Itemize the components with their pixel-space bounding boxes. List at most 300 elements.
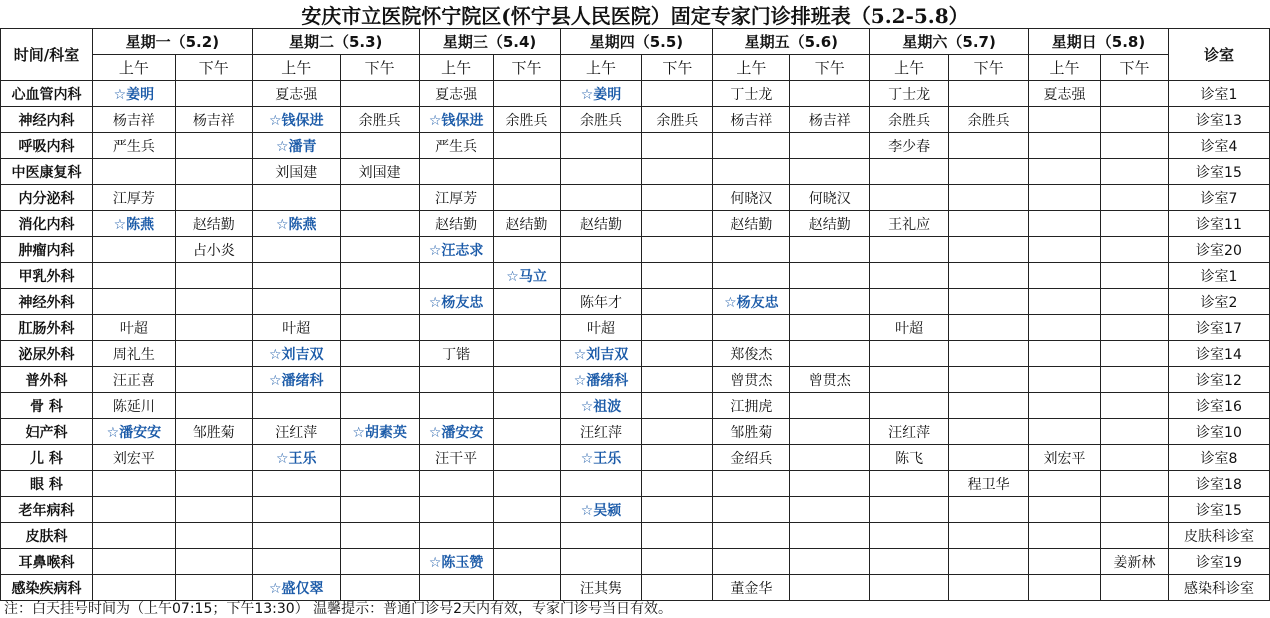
schedule-cell bbox=[949, 211, 1029, 237]
room-cell: 诊室18 bbox=[1168, 471, 1269, 497]
table-row bbox=[1, 367, 1270, 393]
schedule-cell bbox=[949, 523, 1029, 549]
schedule-cell bbox=[493, 367, 560, 393]
schedule-cell bbox=[642, 471, 713, 497]
room-cell: 诊室12 bbox=[1168, 367, 1269, 393]
schedule-cell bbox=[340, 211, 419, 237]
schedule-cell bbox=[1101, 367, 1169, 393]
room-cell: 诊室8 bbox=[1168, 445, 1269, 471]
schedule-cell bbox=[1029, 133, 1101, 159]
schedule-cell bbox=[949, 263, 1029, 289]
day-header: 星期四（5.5) bbox=[560, 29, 713, 55]
schedule-cell bbox=[92, 263, 175, 289]
morning-header: 上午 bbox=[870, 55, 949, 81]
schedule-cell bbox=[1101, 341, 1169, 367]
table-row bbox=[1, 549, 1270, 575]
schedule-cell bbox=[340, 315, 419, 341]
schedule-cell bbox=[642, 393, 713, 419]
day-header: 星期三（5.4) bbox=[419, 29, 560, 55]
schedule-cell bbox=[1101, 445, 1169, 471]
afternoon-header: 下午 bbox=[642, 55, 713, 81]
schedule-cell bbox=[92, 549, 175, 575]
schedule-cell bbox=[252, 237, 340, 263]
schedule-cell bbox=[419, 497, 493, 523]
schedule-cell bbox=[493, 393, 560, 419]
schedule-cell: 夏志强 bbox=[1029, 81, 1101, 107]
schedule-cell bbox=[493, 133, 560, 159]
afternoon-header: 下午 bbox=[790, 55, 870, 81]
schedule-cell bbox=[92, 237, 175, 263]
schedule-cell: ☆胡素英 bbox=[340, 419, 419, 445]
schedule-cell bbox=[642, 81, 713, 107]
room-cell: 诊室20 bbox=[1168, 237, 1269, 263]
schedule-cell bbox=[790, 81, 870, 107]
schedule-cell: 汪红萍 bbox=[560, 419, 642, 445]
schedule-cell: 汪红萍 bbox=[870, 419, 949, 445]
schedule-cell bbox=[493, 289, 560, 315]
schedule-cell bbox=[870, 367, 949, 393]
table-row bbox=[1, 445, 1270, 471]
schedule-cell bbox=[340, 133, 419, 159]
table-row bbox=[1, 263, 1270, 289]
schedule-cell: 丁士龙 bbox=[713, 81, 790, 107]
schedule-cell: 叶超 bbox=[252, 315, 340, 341]
day-header: 星期二（5.3) bbox=[252, 29, 419, 55]
day-header: 星期日（5.8) bbox=[1029, 29, 1169, 55]
schedule-cell bbox=[642, 575, 713, 601]
schedule-cell bbox=[92, 523, 175, 549]
schedule-cell bbox=[642, 445, 713, 471]
schedule-cell bbox=[252, 185, 340, 211]
schedule-cell bbox=[175, 471, 252, 497]
schedule-cell bbox=[870, 159, 949, 185]
room-header: 诊室 bbox=[1168, 29, 1269, 81]
schedule-cell bbox=[949, 159, 1029, 185]
schedule-cell bbox=[1029, 419, 1101, 445]
schedule-cell bbox=[493, 341, 560, 367]
schedule-cell bbox=[1101, 575, 1169, 601]
schedule-cell bbox=[1101, 211, 1169, 237]
schedule-cell bbox=[1029, 289, 1101, 315]
schedule-table bbox=[0, 28, 1270, 601]
schedule-cell bbox=[1101, 523, 1169, 549]
department-name: 神经外科 bbox=[1, 289, 93, 315]
schedule-cell: ☆陈燕 bbox=[252, 211, 340, 237]
schedule-cell bbox=[642, 315, 713, 341]
schedule-cell: ☆杨友忠 bbox=[419, 289, 493, 315]
schedule-cell: ☆王乐 bbox=[560, 445, 642, 471]
schedule-cell: 董金华 bbox=[713, 575, 790, 601]
schedule-cell bbox=[419, 393, 493, 419]
schedule-cell bbox=[870, 549, 949, 575]
schedule-cell: 余胜兵 bbox=[493, 107, 560, 133]
department-name: 妇产科 bbox=[1, 419, 93, 445]
schedule-cell bbox=[790, 263, 870, 289]
schedule-cell bbox=[949, 393, 1029, 419]
schedule-cell: 杨吉祥 bbox=[175, 107, 252, 133]
schedule-cell bbox=[419, 575, 493, 601]
room-cell: 诊室16 bbox=[1168, 393, 1269, 419]
schedule-cell bbox=[493, 185, 560, 211]
schedule-cell bbox=[493, 81, 560, 107]
schedule-cell bbox=[493, 159, 560, 185]
schedule-cell bbox=[790, 393, 870, 419]
schedule-cell: ☆杨友忠 bbox=[713, 289, 790, 315]
schedule-cell: ☆刘吉双 bbox=[560, 341, 642, 367]
table-row bbox=[1, 471, 1270, 497]
schedule-cell: 李少春 bbox=[870, 133, 949, 159]
table-row bbox=[1, 159, 1270, 185]
schedule-cell bbox=[713, 133, 790, 159]
schedule-cell: 刘宏平 bbox=[92, 445, 175, 471]
schedule-cell bbox=[175, 341, 252, 367]
department-name: 心血管内科 bbox=[1, 81, 93, 107]
table-row bbox=[1, 523, 1270, 549]
schedule-cell bbox=[419, 523, 493, 549]
afternoon-header: 下午 bbox=[493, 55, 560, 81]
table-row bbox=[1, 393, 1270, 419]
schedule-cell bbox=[175, 367, 252, 393]
schedule-cell bbox=[949, 419, 1029, 445]
schedule-cell bbox=[92, 289, 175, 315]
afternoon-header: 下午 bbox=[340, 55, 419, 81]
schedule-cell: 丁士龙 bbox=[870, 81, 949, 107]
schedule-cell bbox=[340, 523, 419, 549]
department-name: 感染疾病科 bbox=[1, 575, 93, 601]
department-name: 眼 科 bbox=[1, 471, 93, 497]
schedule-cell: ☆姜明 bbox=[92, 81, 175, 107]
schedule-cell bbox=[870, 341, 949, 367]
schedule-cell bbox=[1029, 575, 1101, 601]
room-cell: 诊室11 bbox=[1168, 211, 1269, 237]
department-name: 耳鼻喉科 bbox=[1, 549, 93, 575]
schedule-cell: 曾贯杰 bbox=[713, 367, 790, 393]
schedule-cell bbox=[1029, 523, 1101, 549]
schedule-cell bbox=[175, 445, 252, 471]
schedule-cell bbox=[790, 133, 870, 159]
schedule-cell bbox=[1029, 471, 1101, 497]
schedule-cell bbox=[790, 315, 870, 341]
schedule-cell bbox=[949, 497, 1029, 523]
schedule-cell bbox=[949, 341, 1029, 367]
schedule-cell bbox=[949, 185, 1029, 211]
morning-header: 上午 bbox=[419, 55, 493, 81]
schedule-cell: 杨吉祥 bbox=[713, 107, 790, 133]
schedule-cell bbox=[642, 237, 713, 263]
schedule-cell: 江厚芳 bbox=[92, 185, 175, 211]
schedule-cell: 陈延川 bbox=[92, 393, 175, 419]
schedule-cell: ☆潘绪科 bbox=[252, 367, 340, 393]
schedule-cell bbox=[419, 159, 493, 185]
schedule-cell: 余胜兵 bbox=[870, 107, 949, 133]
room-cell: 感染科诊室 bbox=[1168, 575, 1269, 601]
schedule-cell bbox=[252, 393, 340, 419]
schedule-cell bbox=[949, 367, 1029, 393]
morning-header: 上午 bbox=[252, 55, 340, 81]
schedule-cell bbox=[175, 549, 252, 575]
schedule-cell: 赵结勤 bbox=[175, 211, 252, 237]
schedule-cell: 余胜兵 bbox=[642, 107, 713, 133]
schedule-cell bbox=[642, 341, 713, 367]
schedule-cell bbox=[949, 237, 1029, 263]
schedule-cell bbox=[870, 471, 949, 497]
schedule-cell bbox=[1101, 315, 1169, 341]
schedule-cell: 金绍兵 bbox=[713, 445, 790, 471]
schedule-cell bbox=[870, 289, 949, 315]
schedule-cell: 赵结勤 bbox=[713, 211, 790, 237]
schedule-cell: ☆潘绪科 bbox=[560, 367, 642, 393]
room-cell: 诊室4 bbox=[1168, 133, 1269, 159]
room-cell: 诊室14 bbox=[1168, 341, 1269, 367]
schedule-cell: ☆潘安安 bbox=[92, 419, 175, 445]
schedule-cell: 占小炎 bbox=[175, 237, 252, 263]
schedule-cell: ☆盛仅翠 bbox=[252, 575, 340, 601]
schedule-cell bbox=[1101, 289, 1169, 315]
schedule-cell bbox=[642, 549, 713, 575]
schedule-cell: 陈飞 bbox=[870, 445, 949, 471]
schedule-cell: 赵结勤 bbox=[419, 211, 493, 237]
schedule-cell: 汪红萍 bbox=[252, 419, 340, 445]
schedule-cell bbox=[340, 471, 419, 497]
schedule-cell bbox=[642, 185, 713, 211]
table-row bbox=[1, 107, 1270, 133]
schedule-cell bbox=[1101, 107, 1169, 133]
schedule-cell bbox=[1029, 159, 1101, 185]
schedule-cell bbox=[252, 289, 340, 315]
day-header: 星期一（5.2) bbox=[92, 29, 252, 55]
schedule-cell bbox=[175, 575, 252, 601]
schedule-cell bbox=[713, 471, 790, 497]
schedule-cell: 叶超 bbox=[870, 315, 949, 341]
room-cell: 诊室1 bbox=[1168, 263, 1269, 289]
page-title: 安庆市立医院怀宁院区(怀宁县人民医院）固定专家门诊排班表（5.2-5.8） bbox=[301, 4, 969, 28]
schedule-cell bbox=[252, 263, 340, 289]
schedule-cell: ☆潘青 bbox=[252, 133, 340, 159]
schedule-cell: ☆钱保进 bbox=[252, 107, 340, 133]
schedule-cell bbox=[870, 237, 949, 263]
schedule-cell bbox=[419, 263, 493, 289]
schedule-cell bbox=[870, 575, 949, 601]
schedule-cell bbox=[340, 445, 419, 471]
afternoon-header: 下午 bbox=[175, 55, 252, 81]
schedule-cell: 赵结勤 bbox=[560, 211, 642, 237]
schedule-cell: 郑俊杰 bbox=[713, 341, 790, 367]
schedule-cell: 姜新林 bbox=[1101, 549, 1169, 575]
schedule-cell bbox=[949, 549, 1029, 575]
table-row bbox=[1, 81, 1270, 107]
table-row bbox=[1, 341, 1270, 367]
schedule-cell bbox=[175, 159, 252, 185]
schedule-cell bbox=[560, 133, 642, 159]
schedule-cell bbox=[790, 575, 870, 601]
schedule-cell: ☆姜明 bbox=[560, 81, 642, 107]
room-cell: 诊室10 bbox=[1168, 419, 1269, 445]
schedule-cell bbox=[175, 185, 252, 211]
schedule-cell bbox=[560, 471, 642, 497]
schedule-cell bbox=[790, 159, 870, 185]
room-cell: 诊室15 bbox=[1168, 159, 1269, 185]
schedule-cell: 叶超 bbox=[560, 315, 642, 341]
schedule-cell: 赵结勤 bbox=[493, 211, 560, 237]
table-row bbox=[1, 133, 1270, 159]
schedule-cell bbox=[642, 159, 713, 185]
schedule-cell bbox=[1101, 159, 1169, 185]
morning-header: 上午 bbox=[1029, 55, 1101, 81]
schedule-cell: 杨吉祥 bbox=[92, 107, 175, 133]
schedule-cell: 何晓汉 bbox=[713, 185, 790, 211]
schedule-cell bbox=[560, 237, 642, 263]
department-name: 中医康复科 bbox=[1, 159, 93, 185]
schedule-cell bbox=[175, 133, 252, 159]
schedule-cell bbox=[642, 133, 713, 159]
schedule-cell bbox=[790, 549, 870, 575]
schedule-cell bbox=[175, 81, 252, 107]
schedule-cell: 程卫华 bbox=[949, 471, 1029, 497]
schedule-cell bbox=[642, 419, 713, 445]
schedule-cell bbox=[419, 367, 493, 393]
schedule-cell bbox=[870, 263, 949, 289]
department-name: 老年病科 bbox=[1, 497, 93, 523]
morning-header: 上午 bbox=[713, 55, 790, 81]
table-row bbox=[1, 497, 1270, 523]
schedule-cell bbox=[252, 471, 340, 497]
table-row bbox=[1, 185, 1270, 211]
schedule-cell bbox=[1101, 497, 1169, 523]
room-cell: 诊室17 bbox=[1168, 315, 1269, 341]
schedule-cell bbox=[560, 185, 642, 211]
schedule-cell: 周礼生 bbox=[92, 341, 175, 367]
schedule-cell bbox=[340, 497, 419, 523]
schedule-cell bbox=[713, 159, 790, 185]
department-name: 呼吸内科 bbox=[1, 133, 93, 159]
schedule-cell bbox=[790, 341, 870, 367]
schedule-cell bbox=[560, 523, 642, 549]
schedule-cell bbox=[949, 81, 1029, 107]
schedule-cell: 汪干平 bbox=[419, 445, 493, 471]
schedule-cell: 江厚芳 bbox=[419, 185, 493, 211]
schedule-cell bbox=[1029, 211, 1101, 237]
department-name: 消化内科 bbox=[1, 211, 93, 237]
morning-header: 上午 bbox=[560, 55, 642, 81]
schedule-cell bbox=[713, 549, 790, 575]
schedule-cell: ☆陈玉赞 bbox=[419, 549, 493, 575]
department-name: 泌尿外科 bbox=[1, 341, 93, 367]
schedule-cell: ☆刘吉双 bbox=[252, 341, 340, 367]
schedule-cell: 严生兵 bbox=[419, 133, 493, 159]
schedule-cell bbox=[713, 237, 790, 263]
schedule-cell: 汪正喜 bbox=[92, 367, 175, 393]
schedule-cell: 何晓汉 bbox=[790, 185, 870, 211]
schedule-cell bbox=[92, 575, 175, 601]
schedule-cell bbox=[1101, 185, 1169, 211]
schedule-cell bbox=[1101, 81, 1169, 107]
day-header: 星期五（5.6) bbox=[713, 29, 870, 55]
schedule-cell: 刘宏平 bbox=[1029, 445, 1101, 471]
table-row bbox=[1, 575, 1270, 601]
schedule-cell bbox=[713, 497, 790, 523]
schedule-cell bbox=[642, 211, 713, 237]
schedule-cell bbox=[949, 445, 1029, 471]
schedule-cell bbox=[340, 393, 419, 419]
schedule-cell bbox=[1029, 549, 1101, 575]
room-cell: 诊室15 bbox=[1168, 497, 1269, 523]
afternoon-header: 下午 bbox=[1101, 55, 1169, 81]
schedule-cell bbox=[790, 289, 870, 315]
schedule-cell bbox=[252, 549, 340, 575]
schedule-cell bbox=[642, 367, 713, 393]
schedule-cell bbox=[175, 315, 252, 341]
schedule-cell bbox=[870, 497, 949, 523]
schedule-cell: 杨吉祥 bbox=[790, 107, 870, 133]
schedule-cell bbox=[340, 81, 419, 107]
schedule-cell: 严生兵 bbox=[92, 133, 175, 159]
schedule-cell bbox=[340, 263, 419, 289]
day-header: 星期六（5.7) bbox=[870, 29, 1029, 55]
schedule-cell bbox=[340, 185, 419, 211]
schedule-cell bbox=[870, 393, 949, 419]
schedule-cell bbox=[949, 575, 1029, 601]
afternoon-header: 下午 bbox=[949, 55, 1029, 81]
schedule-cell bbox=[790, 497, 870, 523]
schedule-cell: 余胜兵 bbox=[949, 107, 1029, 133]
schedule-cell bbox=[1029, 497, 1101, 523]
department-name: 神经内科 bbox=[1, 107, 93, 133]
schedule-cell bbox=[1101, 133, 1169, 159]
schedule-cell bbox=[340, 367, 419, 393]
corner-header: 时间/科室 bbox=[1, 29, 93, 81]
schedule-cell bbox=[175, 289, 252, 315]
schedule-cell: 余胜兵 bbox=[560, 107, 642, 133]
schedule-cell: 余胜兵 bbox=[340, 107, 419, 133]
schedule-cell bbox=[340, 341, 419, 367]
schedule-cell bbox=[1101, 471, 1169, 497]
schedule-cell bbox=[1029, 393, 1101, 419]
schedule-cell bbox=[493, 445, 560, 471]
schedule-cell bbox=[175, 523, 252, 549]
schedule-cell bbox=[949, 289, 1029, 315]
schedule-cell: 夏志强 bbox=[252, 81, 340, 107]
schedule-cell bbox=[175, 497, 252, 523]
schedule-cell bbox=[642, 497, 713, 523]
schedule-cell: 江拥虎 bbox=[713, 393, 790, 419]
schedule-cell bbox=[493, 523, 560, 549]
schedule-cell bbox=[1029, 107, 1101, 133]
schedule-cell: ☆钱保进 bbox=[419, 107, 493, 133]
schedule-cell bbox=[175, 263, 252, 289]
schedule-cell bbox=[1029, 341, 1101, 367]
schedule-cell bbox=[560, 263, 642, 289]
department-name: 普外科 bbox=[1, 367, 93, 393]
schedule-cell: ☆汪志求 bbox=[419, 237, 493, 263]
schedule-cell bbox=[870, 185, 949, 211]
schedule-cell bbox=[1029, 367, 1101, 393]
schedule-cell bbox=[340, 237, 419, 263]
schedule-cell: 汪其隽 bbox=[560, 575, 642, 601]
schedule-cell: 刘国建 bbox=[252, 159, 340, 185]
schedule-cell bbox=[493, 419, 560, 445]
schedule-cell bbox=[642, 289, 713, 315]
schedule-cell bbox=[1029, 263, 1101, 289]
schedule-cell: 刘国建 bbox=[340, 159, 419, 185]
schedule-cell bbox=[642, 523, 713, 549]
schedule-cell: 夏志强 bbox=[419, 81, 493, 107]
schedule-cell bbox=[1101, 419, 1169, 445]
schedule-cell bbox=[1029, 237, 1101, 263]
department-name: 骨 科 bbox=[1, 393, 93, 419]
schedule-cell: 赵结勤 bbox=[790, 211, 870, 237]
schedule-cell: 丁锴 bbox=[419, 341, 493, 367]
schedule-cell bbox=[340, 289, 419, 315]
